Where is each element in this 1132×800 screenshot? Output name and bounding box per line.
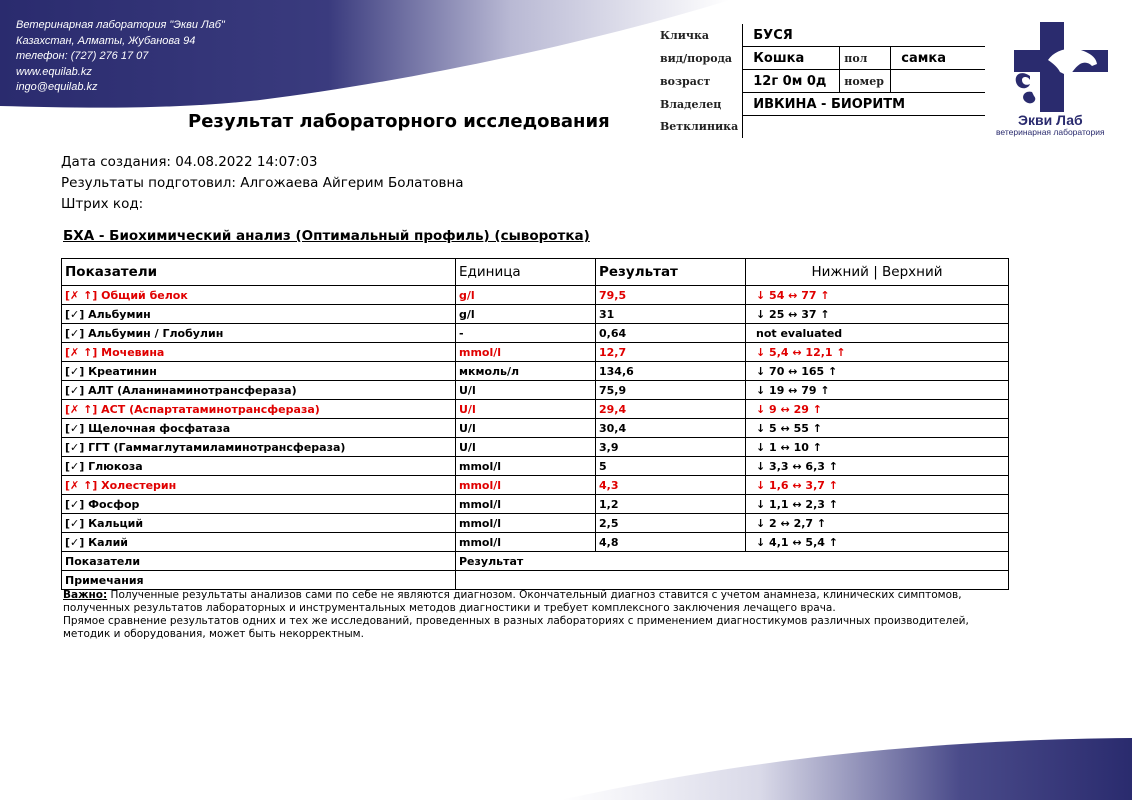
table-row — [62, 362, 1009, 381]
cell-result: 31 — [596, 305, 746, 324]
cell-result: 5 — [596, 457, 746, 476]
cell-result: 2,5 — [596, 514, 746, 533]
header-result: Результат — [596, 259, 746, 286]
results-table — [61, 258, 1009, 590]
cell-unit: g/l — [456, 286, 596, 305]
cell-name: [✗ ↑] Общий белок — [62, 286, 456, 305]
cell-unit: U/l — [456, 381, 596, 400]
footer-banner — [0, 720, 1132, 800]
cell-name: [✓] ГГТ (Гаммаглутамиламинотрансфераза) — [62, 438, 456, 457]
nickname-label: Кличка — [660, 28, 710, 42]
cell-name: [✓] Кальций — [62, 514, 456, 533]
lab-contacts — [16, 18, 225, 96]
table-header-row — [62, 259, 1009, 286]
clinic-value — [743, 116, 986, 139]
cell-unit: U/l — [456, 400, 596, 419]
disclaimer — [63, 589, 1003, 641]
table-row — [62, 495, 1009, 514]
section-title: БХА - Биохимический анализ (Оптимальный профиль) (сыворотка) — [63, 228, 590, 244]
report-meta — [61, 152, 464, 215]
age-label: возраст — [660, 74, 711, 88]
cell-range: ↓ 5,4 ↔ 12,1 ↑ — [746, 343, 1009, 362]
species-value: Кошка — [743, 47, 840, 70]
cell-unit: - — [456, 324, 596, 343]
cell-name: [✓] Альбумин — [62, 305, 456, 324]
cell-result: 134,6 — [596, 362, 746, 381]
notes-label: Примечания — [62, 571, 456, 590]
table-row — [62, 457, 1009, 476]
cell-result: 29,4 — [596, 400, 746, 419]
sex-label: пол — [840, 47, 891, 70]
cell-result: 1,2 — [596, 495, 746, 514]
cell-result: 30,4 — [596, 419, 746, 438]
disclaimer-text-2: Прямое сравнение результатов одних и тех же исследований, проведенных в разных лабораториях с применением диагностикумов различных производителей, методик и оборудования, может быть некорректным. — [63, 615, 969, 640]
cell-range: ↓ 19 ↔ 79 ↑ — [746, 381, 1009, 400]
horse-cross-logo-icon — [1000, 20, 1120, 115]
cell-range: ↓ 9 ↔ 29 ↑ — [746, 400, 1009, 419]
patient-info-table — [656, 24, 985, 138]
table-row — [62, 400, 1009, 419]
owner-label: Владелец — [660, 97, 722, 111]
notes-row — [62, 571, 1009, 590]
table-row — [62, 324, 1009, 343]
notes-value — [456, 571, 1009, 590]
cell-unit: мкмоль/л — [456, 362, 596, 381]
important-label: Важно: — [63, 589, 108, 601]
owner-value: ИВКИНА - БИОРИТМ — [743, 93, 986, 116]
cell-name: [✓] Калий — [62, 533, 456, 552]
contact-link[interactable]: www.equilab.kz — [16, 65, 92, 78]
cell-range: ↓ 5 ↔ 55 ↑ — [746, 419, 1009, 438]
contact-line: Ветеринарная лаборатория "Экви Лаб" — [16, 19, 225, 31]
species-label: вид/порода — [660, 51, 733, 65]
cell-unit: mmol/l — [456, 495, 596, 514]
logo-name: Экви Лаб — [1018, 112, 1083, 128]
contact-line: Казахстан, Алматы, Жубанова 94 — [16, 34, 196, 47]
cell-result: 0,64 — [596, 324, 746, 343]
cell-name: [✓] Фосфор — [62, 495, 456, 514]
cell-range: ↓ 1,6 ↔ 3,7 ↑ — [746, 476, 1009, 495]
header-indicator: Показатели — [62, 259, 456, 286]
cell-unit: mmol/l — [456, 457, 596, 476]
cell-unit: U/l — [456, 419, 596, 438]
cell-result: 4,8 — [596, 533, 746, 552]
table-row — [62, 343, 1009, 362]
cell-unit: U/l — [456, 438, 596, 457]
table-row — [62, 533, 1009, 552]
footer-label: Показатели — [62, 552, 456, 571]
clinic-label: Ветклиника — [660, 120, 739, 134]
number-value — [891, 70, 986, 93]
cell-range: ↓ 1 ↔ 10 ↑ — [746, 438, 1009, 457]
table-row — [62, 438, 1009, 457]
cell-result: 3,9 — [596, 438, 746, 457]
header-unit: Единица — [456, 259, 596, 286]
cell-range: ↓ 3,3 ↔ 6,3 ↑ — [746, 457, 1009, 476]
cell-unit: mmol/l — [456, 533, 596, 552]
barcode-label: Штрих код: — [61, 196, 144, 212]
cell-name: [✗ ↑] Мочевина — [62, 343, 456, 362]
cell-result: 4,3 — [596, 476, 746, 495]
cell-range: ↓ 54 ↔ 77 ↑ — [746, 286, 1009, 305]
page-title: Результат лабораторного исследования — [188, 111, 610, 132]
cell-name: [✗ ↑] Холестерин — [62, 476, 456, 495]
table-row — [62, 476, 1009, 495]
footer-result: Результат — [456, 552, 1009, 571]
cell-name: [✓] Щелочная фосфатаза — [62, 419, 456, 438]
cell-range: ↓ 70 ↔ 165 ↑ — [746, 362, 1009, 381]
cell-result: 75,9 — [596, 381, 746, 400]
cell-unit: mmol/l — [456, 343, 596, 362]
cell-name: [✗ ↑] АСТ (Аспартатаминотрансфераза) — [62, 400, 456, 419]
cell-name: [✓] Креатинин — [62, 362, 456, 381]
cell-range: not evaluated — [746, 324, 1009, 343]
nickname-value: БУСЯ — [743, 24, 986, 47]
cell-range: ↓ 25 ↔ 37 ↑ — [746, 305, 1009, 324]
disclaimer-text: Полученные результаты анализов сами по себе не являются диагнозом. Окончательный диагноз ставится с учетом анамнеза, клинических симптомов, полученных результатов лабораторных и инструментальных методов диагностики и требует комплексного заключения лечащего врача. — [63, 589, 962, 614]
created-date: Дата создания: 04.08.2022 14:07:03 — [61, 154, 318, 170]
table-row — [62, 419, 1009, 438]
logo-subtitle: ветеринарная лаборатория — [996, 127, 1105, 137]
sex-value: самка — [891, 47, 986, 70]
cell-range: ↓ 2 ↔ 2,7 ↑ — [746, 514, 1009, 533]
cell-range: ↓ 4,1 ↔ 5,4 ↑ — [746, 533, 1009, 552]
table-row — [62, 305, 1009, 324]
table-row — [62, 381, 1009, 400]
cell-range: ↓ 1,1 ↔ 2,3 ↑ — [746, 495, 1009, 514]
header-range: Нижний | Верхний — [746, 259, 1009, 286]
age-value: 12г 0м 0д — [743, 70, 840, 93]
cell-unit: g/l — [456, 305, 596, 324]
table-row — [62, 286, 1009, 305]
footer-row — [62, 552, 1009, 571]
table-row — [62, 514, 1009, 533]
cell-name: [✓] Глюкоза — [62, 457, 456, 476]
contact-line: телефон: (727) 276 17 07 — [16, 50, 149, 62]
cell-result: 79,5 — [596, 286, 746, 305]
cell-unit: mmol/l — [456, 514, 596, 533]
cell-result: 12,7 — [596, 343, 746, 362]
cell-name: [✓] АЛТ (Аланинаминотрансфераза) — [62, 381, 456, 400]
number-label: номер — [840, 70, 891, 93]
contact-link[interactable]: ingo@equilab.kz — [16, 81, 98, 93]
cell-unit: mmol/l — [456, 476, 596, 495]
prepared-by: Результаты подготовил: Алгожаева Айгерим Болатовна — [61, 175, 464, 191]
cell-name: [✓] Альбумин / Глобулин — [62, 324, 456, 343]
